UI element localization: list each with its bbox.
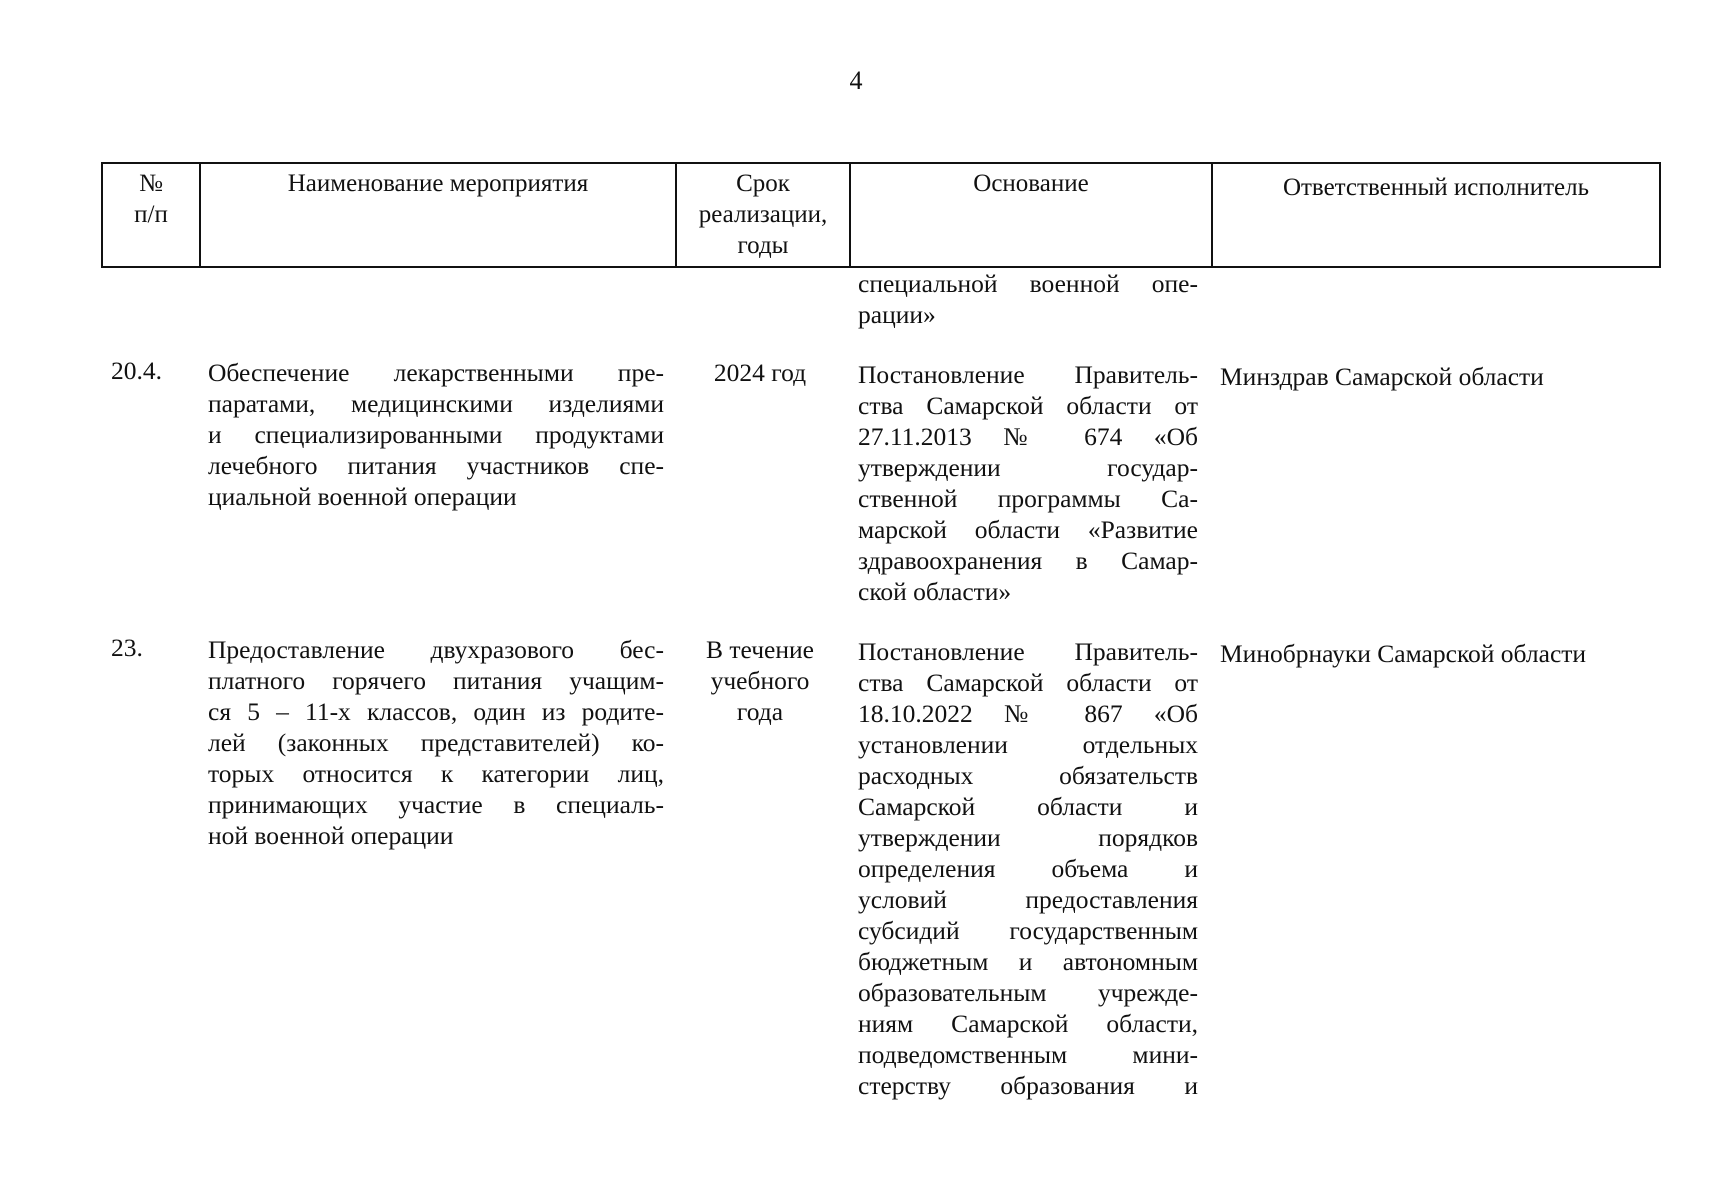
basis-line: бюджетным и автономным <box>858 947 1198 976</box>
basis-line: условий предоставления <box>858 885 1198 914</box>
name-line: лечебного питания участников спе- <box>208 451 664 480</box>
basis-line: субсидий государственным <box>858 916 1198 945</box>
name-line: торых относится к категории лиц, <box>208 759 664 788</box>
term-line: учебного <box>710 666 810 695</box>
basis-line: Самарской области и <box>858 792 1198 821</box>
header-responsible: Ответственный исполнитель <box>1282 174 1590 201</box>
name-line: платного горячего питания учащим- <box>208 666 664 695</box>
basis-line: 18.10.2022 № 867 «Об <box>858 699 1198 728</box>
basis-line: ской области» <box>858 577 1012 606</box>
basis-line: утверждении порядков <box>858 823 1198 852</box>
header-term <box>677 164 851 266</box>
row-name <box>208 357 664 512</box>
name-line: и специализированными продуктами <box>208 420 664 449</box>
basis-line: ства Самарской области от <box>858 391 1198 420</box>
header-term-line: годы <box>737 232 789 259</box>
name-line: ся 5 – 11-х классов, один из родите- <box>208 697 664 726</box>
basis-line: марской области «Развитие <box>858 515 1198 544</box>
basis-line: Постановление Правитель- <box>858 637 1198 666</box>
continuation-basis <box>858 268 1198 330</box>
term-line: В течение <box>706 635 814 664</box>
basis-line: ственной программы Са- <box>858 484 1198 513</box>
name-line: Обеспечение лекарственными пре- <box>208 358 664 387</box>
header-term-line: Срок <box>736 170 790 197</box>
basis-line: специальной военной опе- <box>858 269 1198 298</box>
name-line: принимающих участие в специаль- <box>208 790 664 819</box>
basis-line: 27.11.2013 № 674 «Об <box>858 422 1198 451</box>
header-basis: Основание <box>851 164 1213 266</box>
basis-line: образовательным учрежде- <box>858 978 1198 1007</box>
basis-line: подведомственным мини- <box>858 1040 1198 1069</box>
basis-line: Постановление Правитель- <box>858 360 1198 389</box>
basis-line: здравоохранения в Самар- <box>858 546 1198 575</box>
table-header <box>101 162 1661 268</box>
name-line: ной военной операции <box>208 821 454 850</box>
header-num-line: п/п <box>134 201 168 228</box>
basis-line: определения объема и <box>858 854 1198 883</box>
basis-line: стерству образования и <box>858 1071 1198 1100</box>
basis-line: ниям Самарской области, <box>858 1009 1198 1038</box>
name-line: Предоставление двухразового бес- <box>208 635 664 664</box>
basis-line: рации» <box>858 300 936 329</box>
name-line: паратами, медицинскими изделиями <box>208 389 664 418</box>
row-term <box>680 357 840 388</box>
basis-line: утверждении государ- <box>858 453 1198 482</box>
row-name <box>208 634 664 851</box>
term-line: 2024 год <box>713 358 807 387</box>
term-line: года <box>736 697 784 726</box>
row-basis <box>858 636 1198 1101</box>
name-line: циальной военной операции <box>208 482 517 511</box>
basis-line: расходных обязательств <box>858 761 1198 790</box>
row-term <box>680 634 840 727</box>
row-responsible: Минобрнауки Самарской области <box>1220 639 1587 668</box>
row-basis <box>858 359 1198 607</box>
basis-line: установлении отдельных <box>858 730 1198 759</box>
header-term-line: реализации, <box>698 201 828 228</box>
name-line: лей (законных представителей) ко- <box>208 728 664 757</box>
header-num <box>103 164 201 266</box>
basis-line: ства Самарской области от <box>858 668 1198 697</box>
row-number: 23. <box>111 633 143 662</box>
header-name: Наименование мероприятия <box>201 164 677 266</box>
row-responsible: Минздрав Самарской области <box>1220 362 1544 391</box>
row-number: 20.4. <box>111 356 162 385</box>
page-number: 4 <box>849 66 863 95</box>
header-num-line: № <box>139 170 163 197</box>
